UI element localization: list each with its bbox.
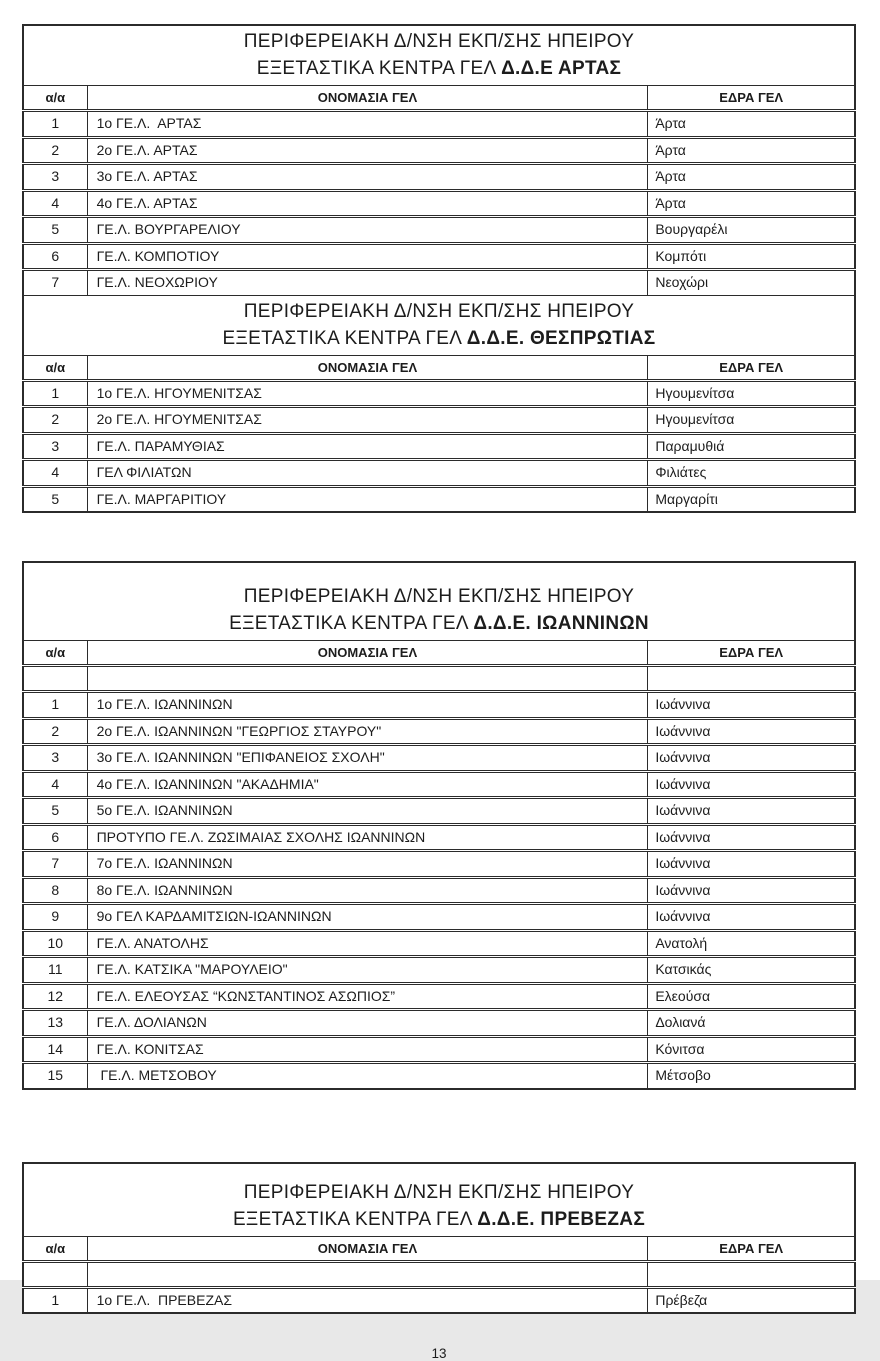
section-title-cell bbox=[23, 1163, 855, 1237]
ioannina-exam-centers-table bbox=[22, 561, 856, 1090]
seat-cell: Κόνιτσα bbox=[648, 1036, 855, 1063]
col-header-school-name: ΟΝΟΜΑΣΙΑ ΓΕΛ bbox=[87, 1236, 648, 1261]
seat-cell: Νεοχώρι bbox=[648, 270, 855, 296]
school-name-cell: ΠΡΟΤΥΠΟ ΓΕ.Λ. ΖΩΣΙΜΑΙΑΣ ΣΧΟΛΗΣ ΙΩΑΝΝΙΝΩΝ bbox=[87, 824, 648, 851]
seat-cell: Ανατολή bbox=[648, 930, 855, 957]
school-name-cell: ΓΕ.Λ. ΚΟΝΙΤΣΑΣ bbox=[87, 1036, 648, 1063]
section-title-prefix: ΕΞΕΤΑΣΤΙΚΑ ΚΕΝΤΡΑ ΓΕΛ bbox=[222, 327, 467, 349]
section-title-region: Δ.Δ.Ε. ΘΕΣΠΡΩΤΙΑΣ bbox=[466, 327, 656, 349]
row-number-cell: 8 bbox=[23, 877, 87, 904]
empty-cell bbox=[23, 1261, 87, 1287]
empty-spacer-row bbox=[23, 1261, 855, 1287]
school-name-cell: ΓΕ.Λ. ΚΟΜΠΟΤΙΟΥ bbox=[87, 243, 648, 270]
table-row bbox=[23, 270, 855, 296]
table-row bbox=[23, 433, 855, 460]
section-title-row bbox=[23, 25, 855, 86]
arta-thesprotia-exam-centers-table bbox=[22, 24, 856, 513]
school-name-cell: ΓΕ.Λ. ΝΕΟΧΩΡΙΟΥ bbox=[87, 270, 648, 296]
table-row bbox=[23, 486, 855, 512]
table-body bbox=[23, 562, 855, 1089]
school-name-cell: 3ο ΓΕ.Λ. ΑΡΤΑΣ bbox=[87, 164, 648, 191]
preveza-exam-centers-table bbox=[22, 1162, 856, 1315]
row-number-cell: 1 bbox=[23, 692, 87, 719]
section-title-line2 bbox=[28, 55, 850, 82]
row-number-cell: 11 bbox=[23, 957, 87, 984]
row-number-cell: 3 bbox=[23, 164, 87, 191]
seat-cell: Φιλιάτες bbox=[648, 460, 855, 487]
school-name-cell: 7ο ΓΕ.Λ. ΙΩΑΝΝΙΝΩΝ bbox=[87, 851, 648, 878]
col-header-seat: ΕΔΡΑ ΓΕΛ bbox=[648, 641, 855, 666]
seat-cell: Ιωάννινα bbox=[648, 824, 855, 851]
table-row bbox=[23, 190, 855, 217]
section-title-line2 bbox=[28, 610, 850, 637]
section-title-line2 bbox=[28, 325, 850, 352]
table-row bbox=[23, 380, 855, 407]
seat-cell: Ηγουμενίτσα bbox=[648, 380, 855, 407]
school-name-cell: 4ο ΓΕ.Λ. ΙΩΑΝΝΙΝΩΝ "ΑΚΑΔΗΜΙΑ" bbox=[87, 771, 648, 798]
col-header-index: α/α bbox=[23, 641, 87, 666]
table-row bbox=[23, 930, 855, 957]
row-number-cell: 1 bbox=[23, 111, 87, 138]
col-header-school-name: ΟΝΟΜΑΣΙΑ ΓΕΛ bbox=[87, 641, 648, 666]
row-number-cell: 3 bbox=[23, 433, 87, 460]
table-row bbox=[23, 164, 855, 191]
empty-cell bbox=[648, 666, 855, 692]
row-number-cell: 5 bbox=[23, 798, 87, 825]
school-name-cell: 8ο ΓΕ.Λ. ΙΩΑΝΝΙΝΩΝ bbox=[87, 877, 648, 904]
row-number-cell: 1 bbox=[23, 1287, 87, 1313]
section-title-line1: ΠΕΡΙΦΕΡΕΙΑΚΗ Δ/ΝΣΗ ΕΚΠ/ΣΗΣ ΗΠΕΙΡΟΥ bbox=[243, 300, 635, 322]
school-name-cell: ΓΕ.Λ. ΠΑΡΑΜΥΘΙΑΣ bbox=[87, 433, 648, 460]
section-title-line1: ΠΕΡΙΦΕΡΕΙΑΚΗ Δ/ΝΣΗ ΕΚΠ/ΣΗΣ ΗΠΕΙΡΟΥ bbox=[243, 1181, 635, 1203]
table-row bbox=[23, 851, 855, 878]
seat-cell: Κατσικάς bbox=[648, 957, 855, 984]
seat-cell: Άρτα bbox=[648, 111, 855, 138]
row-number-cell: 9 bbox=[23, 904, 87, 931]
section-title-cell bbox=[23, 562, 855, 641]
table-row bbox=[23, 243, 855, 270]
row-number-cell: 6 bbox=[23, 243, 87, 270]
row-number-cell: 5 bbox=[23, 486, 87, 512]
section-title-line1: ΠΕΡΙΦΕΡΕΙΑΚΗ Δ/ΝΣΗ ΕΚΠ/ΣΗΣ ΗΠΕΙΡΟΥ bbox=[243, 586, 635, 607]
seat-cell: Ηγουμενίτσα bbox=[648, 407, 855, 434]
seat-cell: Ιωάννινα bbox=[648, 718, 855, 745]
row-number-cell: 5 bbox=[23, 217, 87, 244]
row-number-cell: 2 bbox=[23, 718, 87, 745]
table-row bbox=[23, 824, 855, 851]
school-name-cell: ΓΕ.Λ. ΑΝΑΤΟΛΗΣ bbox=[87, 930, 648, 957]
school-name-cell: ΓΕ.Λ. ΔΟΛΙΑΝΩΝ bbox=[87, 1010, 648, 1037]
section-title-region: Δ.Δ.Ε. ΠΡΕΒΕΖΑΣ bbox=[477, 1208, 646, 1230]
table-row bbox=[23, 137, 855, 164]
empty-cell bbox=[87, 1261, 648, 1287]
row-number-cell: 13 bbox=[23, 1010, 87, 1037]
section-title-row bbox=[23, 562, 855, 641]
row-number-cell: 4 bbox=[23, 190, 87, 217]
col-header-seat: ΕΔΡΑ ΓΕΛ bbox=[648, 355, 855, 380]
school-name-cell: 2ο ΓΕ.Λ. ΗΓΟΥΜΕΝΙΤΣΑΣ bbox=[87, 407, 648, 434]
seat-cell: Ιωάννινα bbox=[648, 745, 855, 772]
school-name-cell: ΓΕ.Λ. ΒΟΥΡΓΑΡΕΛΙΟΥ bbox=[87, 217, 648, 244]
table-row bbox=[23, 1036, 855, 1063]
section-title-cell bbox=[23, 25, 855, 86]
section-title-region: Δ.Δ.Ε. ΙΩΑΝΝΙΝΩΝ bbox=[473, 613, 649, 634]
seat-cell: Κομπότι bbox=[648, 243, 855, 270]
table-row bbox=[23, 718, 855, 745]
row-number-cell: 4 bbox=[23, 771, 87, 798]
table-row bbox=[23, 1063, 855, 1089]
table-row bbox=[23, 1010, 855, 1037]
section-title-region: Δ.Δ.Ε ΑΡΤΑΣ bbox=[501, 58, 622, 79]
row-number-cell: 2 bbox=[23, 137, 87, 164]
row-number-cell: 1 bbox=[23, 380, 87, 407]
seat-cell: Βουργαρέλι bbox=[648, 217, 855, 244]
section-title-prefix: ΕΞΕΤΑΣΤΙΚΑ ΚΕΝΤΡΑ ΓΕΛ bbox=[256, 58, 502, 79]
row-number-cell: 12 bbox=[23, 983, 87, 1010]
section-title-line1: ΠΕΡΙΦΕΡΕΙΑΚΗ Δ/ΝΣΗ ΕΚΠ/ΣΗΣ ΗΠΕΙΡΟΥ bbox=[243, 31, 635, 52]
school-name-cell: 4ο ΓΕ.Λ. ΑΡΤΑΣ bbox=[87, 190, 648, 217]
seat-cell: Ιωάννινα bbox=[648, 904, 855, 931]
school-name-cell: 1ο ΓΕ.Λ. ΑΡΤΑΣ bbox=[87, 111, 648, 138]
row-number-cell: 6 bbox=[23, 824, 87, 851]
table-row bbox=[23, 217, 855, 244]
row-number-cell: 2 bbox=[23, 407, 87, 434]
school-name-cell: 9ο ΓΕΛ ΚΑΡΔΑΜΙΤΣΙΩΝ-ΙΩΑΝΝΙΝΩΝ bbox=[87, 904, 648, 931]
col-header-school-name: ΟΝΟΜΑΣΙΑ ΓΕΛ bbox=[87, 355, 648, 380]
table-row bbox=[23, 798, 855, 825]
empty-cell bbox=[23, 666, 87, 692]
col-header-school-name: ΟΝΟΜΑΣΙΑ ΓΕΛ bbox=[87, 86, 648, 111]
seat-cell: Ιωάννινα bbox=[648, 692, 855, 719]
school-name-cell: 3ο ΓΕ.Λ. ΙΩΑΝΝΙΝΩΝ "ΕΠΙΦΑΝΕΙΟΣ ΣΧΟΛΗ" bbox=[87, 745, 648, 772]
table-body bbox=[23, 25, 855, 512]
table-row bbox=[23, 983, 855, 1010]
seat-cell: Άρτα bbox=[648, 137, 855, 164]
table-body bbox=[23, 1163, 855, 1314]
seat-cell: Ελεούσα bbox=[648, 983, 855, 1010]
seat-cell: Άρτα bbox=[648, 190, 855, 217]
row-number-cell: 10 bbox=[23, 930, 87, 957]
school-name-cell: 2ο ΓΕ.Λ. ΑΡΤΑΣ bbox=[87, 137, 648, 164]
table-row bbox=[23, 904, 855, 931]
seat-cell: Ιωάννινα bbox=[648, 798, 855, 825]
table-header-row bbox=[23, 1236, 855, 1261]
seat-cell: Άρτα bbox=[648, 164, 855, 191]
table-row bbox=[23, 692, 855, 719]
seat-cell: Μέτσοβο bbox=[648, 1063, 855, 1089]
empty-cell bbox=[648, 1261, 855, 1287]
col-header-index: α/α bbox=[23, 86, 87, 111]
seat-cell: Πρέβεζα bbox=[648, 1287, 855, 1313]
row-number-cell: 3 bbox=[23, 745, 87, 772]
section-title-row bbox=[23, 1163, 855, 1237]
col-header-index: α/α bbox=[23, 355, 87, 380]
table-row bbox=[23, 771, 855, 798]
table-header-row bbox=[23, 355, 855, 380]
table-row bbox=[23, 407, 855, 434]
empty-cell bbox=[87, 666, 648, 692]
table-row bbox=[23, 957, 855, 984]
school-name-cell: ΓΕΛ ΦΙΛΙΑΤΩΝ bbox=[87, 460, 648, 487]
seat-cell: Παραμυθιά bbox=[648, 433, 855, 460]
section-title-row bbox=[23, 295, 855, 355]
row-number-cell: 14 bbox=[23, 1036, 87, 1063]
school-name-cell: 1ο ΓΕ.Λ. ΗΓΟΥΜΕΝΙΤΣΑΣ bbox=[87, 380, 648, 407]
table-header-row bbox=[23, 86, 855, 111]
table-header-row bbox=[23, 641, 855, 666]
school-name-cell: 5ο ΓΕ.Λ. ΙΩΑΝΝΙΝΩΝ bbox=[87, 798, 648, 825]
school-name-cell: ΓΕ.Λ. ΚΑΤΣΙΚΑ "ΜΑΡΟΥΛΕΙΟ" bbox=[87, 957, 648, 984]
seat-cell: Μαργαρίτι bbox=[648, 486, 855, 512]
row-number-cell: 7 bbox=[23, 851, 87, 878]
table-row bbox=[23, 1287, 855, 1313]
row-number-cell: 4 bbox=[23, 460, 87, 487]
seat-cell: Δολιανά bbox=[648, 1010, 855, 1037]
table-row bbox=[23, 111, 855, 138]
row-number-cell: 7 bbox=[23, 270, 87, 296]
col-header-seat: ΕΔΡΑ ΓΕΛ bbox=[648, 86, 855, 111]
school-name-cell: 1ο ΓΕ.Λ. ΙΩΑΝΝΙΝΩΝ bbox=[87, 692, 648, 719]
page-number: 13 bbox=[431, 1346, 447, 1361]
section-title-prefix: ΕΞΕΤΑΣΤΙΚΑ ΚΕΝΤΡΑ ΓΕΛ bbox=[232, 1208, 478, 1230]
seat-cell: Ιωάννινα bbox=[648, 877, 855, 904]
section-title-prefix: ΕΞΕΤΑΣΤΙΚΑ ΚΕΝΤΡΑ ΓΕΛ bbox=[229, 613, 474, 634]
school-name-cell: 2ο ΓΕ.Λ. ΙΩΑΝΝΙΝΩΝ "ΓΕΩΡΓΙΟΣ ΣΤΑΥΡΟΥ" bbox=[87, 718, 648, 745]
table-row bbox=[23, 745, 855, 772]
school-name-cell: 1ο ΓΕ.Λ. ΠΡΕΒΕΖΑΣ bbox=[87, 1287, 648, 1313]
section-title-cell bbox=[23, 295, 855, 355]
section-title-line2 bbox=[28, 1206, 850, 1233]
empty-spacer-row bbox=[23, 666, 855, 692]
school-name-cell: ΓΕ.Λ. ΕΛΕΟΥΣΑΣ “ΚΩΝΣΤΑΝΤΙΝΟΣ ΑΣΩΠΙΟΣ” bbox=[87, 983, 648, 1010]
seat-cell: Ιωάννινα bbox=[648, 851, 855, 878]
school-name-cell: ΓΕ.Λ. ΜΕΤΣΟΒΟΥ bbox=[87, 1063, 648, 1089]
table-row bbox=[23, 460, 855, 487]
table-row bbox=[23, 877, 855, 904]
row-number-cell: 15 bbox=[23, 1063, 87, 1089]
col-header-seat: ΕΔΡΑ ΓΕΛ bbox=[648, 1236, 855, 1261]
seat-cell: Ιωάννινα bbox=[648, 771, 855, 798]
col-header-index: α/α bbox=[23, 1236, 87, 1261]
school-name-cell: ΓΕ.Λ. ΜΑΡΓΑΡΙΤΙΟΥ bbox=[87, 486, 648, 512]
